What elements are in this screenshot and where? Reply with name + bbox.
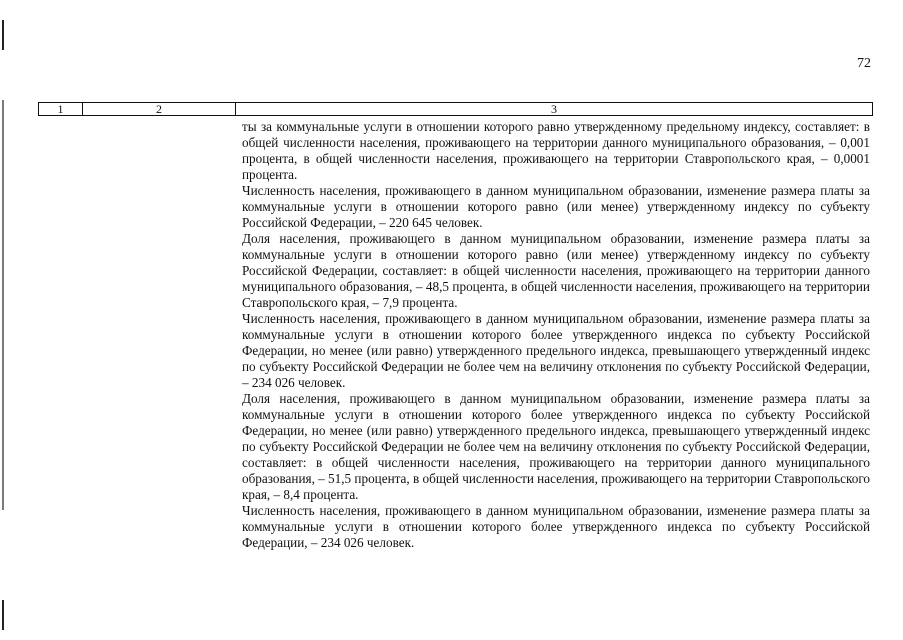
scan-edge-mark [2,100,4,510]
paragraph: Доля населения, проживающего в данном муниципальном образовании, изменение размера платы за коммунальные услуги в отношении которого более утвержденного индекса по субъекту Российской Федерации, но менее (или равно) утвержденного предельного индекса, превышающего утвержденный индекс по субъекту Российской Федерации не более чем на величину отклонения по субъекту Российской Федерации, составляет: в общей численности населения, проживающего на территории данного муниципального образования, – 51,5 процента, в общей численности населения, проживающего на территории Ставропольского края, – 8,4 процента. [242,391,870,502]
table-header-col-1: 1 [39,103,83,115]
page-number: 72 [857,56,871,71]
paragraph: Доля населения, проживающего в данном муниципальном образовании, изменение размера платы за коммунальные услуги в отношении которого равно (или менее) утвержденному индексу по субъекту Российской Федерации, составляет: в общей численности населения, проживающего на территории данного муниципального образования, – 48,5 процента, в общей численности населения, проживающего на территории Ставропольского края, – 7,9 процента. [242,231,870,310]
table-header-col-3: 3 [551,102,557,116]
body-text [242,119,870,551]
paragraph: Численность населения, проживающего в данном муниципальном образовании, изменение размера платы за коммунальные услуги в отношении которого более утвержденного индекса по субъекту Российской Федерации, – 234 026 человек. [242,503,870,550]
paragraph: ты за коммунальные услуги в отношении которого равно утвержденному предельному индексу, составляет: в общей численности населения, проживающего на территории данного муниципального образования, – 0,001 процента, в общей численности населения, проживающего на территории Ставропольского края, – 0,0001 процента. [242,119,870,182]
table-header-row [38,102,873,116]
table-header-col-2: 2 [83,103,236,115]
paragraph: Численность населения, проживающего в данном муниципальном образовании, изменение размера платы за коммунальные услуги в отношении которого более утвержденного индекса по субъекту Российской Федерации, но менее (или равно) утвержденного предельного индекса, превышающего утвержденный индекс по субъекту Российской Федерации не более чем на величину отклонения по субъекту Российской Федерации, – 234 026 человек. [242,311,870,390]
paragraph: Численность населения, проживающего в данном муниципальном образовании, изменение размера платы за коммунальные услуги в отношении которого равно (или менее) утвержденному индексу по субъекту Российской Федерации, – 220 645 человек. [242,183,870,230]
scan-edge-mark [2,600,4,630]
scan-edge-mark [2,20,4,50]
